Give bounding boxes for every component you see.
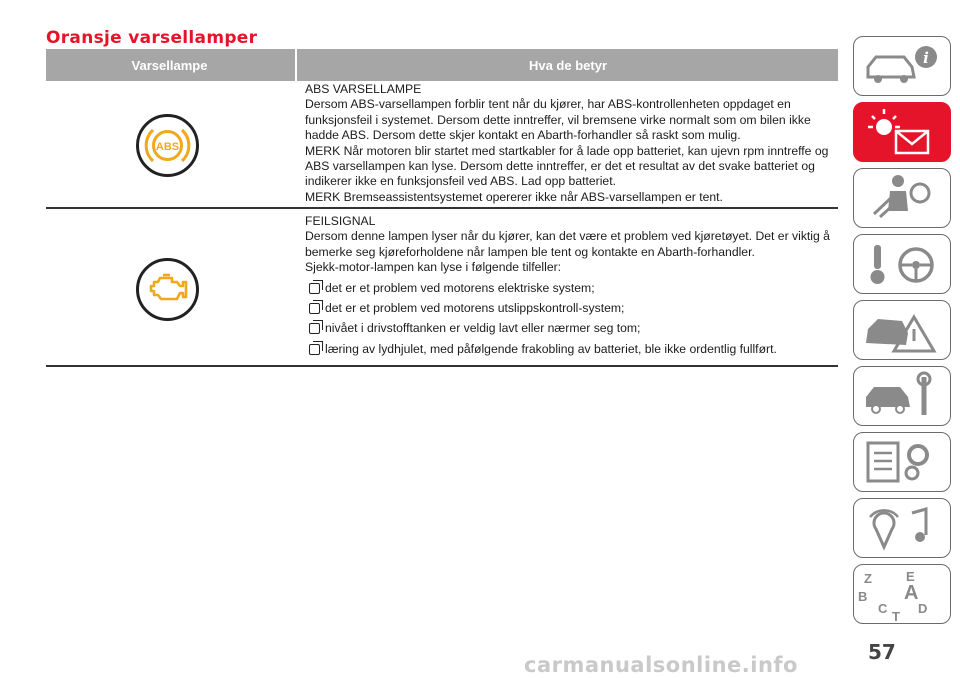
tab-technical-data[interactable] (853, 432, 951, 492)
tab-warning-lights[interactable] (853, 102, 951, 162)
abs-note-1: MERK Når motoren blir startet med startkabler for å lade opp batteriet, kan ujevn rpm inntreffe og ABS varsellampen kan lyse. Dersom dette inntreffer, er det et resultat av det svake batteriet og indikerer ikke en funksjonsfeil ved ABS. Lad opp batteriet. (305, 143, 829, 189)
engine-heading: FEILSIGNAL (305, 214, 376, 228)
svg-text:A: A (904, 582, 919, 604)
engine-description (305, 214, 830, 357)
tab-car-info[interactable] (853, 36, 951, 96)
svg-text:i: i (923, 49, 929, 67)
abs-icon-text: ABS (155, 141, 180, 153)
checkbox-bullet-icon (309, 283, 320, 294)
checkbox-bullet-icon (309, 344, 320, 355)
watermark: carmanualsonline.info (524, 653, 798, 677)
car-info-icon (854, 37, 950, 95)
maintenance-icon (854, 367, 950, 425)
abs-warning-lamp-icon (136, 114, 199, 177)
starting-driving-icon (854, 235, 950, 293)
svg-text:B: B (858, 589, 868, 604)
engine-intro: Sjekk-motor-lampen kan lyse i følgende tilfeller: (305, 260, 562, 275)
svg-text:T: T (892, 609, 900, 623)
col-header-meaning: Hva de betyr (528, 58, 608, 73)
safety-airbag-icon (854, 169, 950, 227)
svg-text:D: D (918, 601, 928, 616)
col-header-lamp: Varsellampe (131, 58, 208, 73)
tab-maintenance[interactable] (853, 366, 951, 426)
row-divider (46, 207, 838, 209)
tab-index[interactable] (853, 564, 951, 624)
technical-data-icon (854, 433, 950, 491)
tab-safety[interactable] (853, 168, 951, 228)
emergency-icon (854, 301, 950, 359)
checkbox-bullet-icon (309, 323, 320, 334)
abs-heading: ABS VARSELLAMPE (305, 82, 422, 96)
tab-emergency[interactable] (853, 300, 951, 360)
tab-multimedia[interactable] (853, 498, 951, 558)
tab-starting-driving[interactable] (853, 234, 951, 294)
engine-malfunction-lamp-icon (136, 258, 199, 321)
list-item: læring av lydhjulet, med påfølgende frakobling av batteriet, ble ikke ordentlig fullført. (305, 342, 830, 357)
svg-text:C: C (878, 601, 888, 616)
svg-text:E: E (906, 569, 915, 584)
list-item: det er et problem ved motorens elektriske system; (305, 281, 830, 296)
list-item: det er et problem ved motorens utslippskontroll-system; (305, 301, 830, 316)
list-item: nivået i drivstofftanken er veldig lavt eller nærmer seg tom; (305, 321, 830, 336)
abs-note-2: MERK Bremseassistentsystemet opererer ikke når ABS-varsellampen er tent. (305, 189, 723, 204)
warning-lights-icon (854, 103, 950, 161)
header-divider (295, 49, 297, 81)
engine-paragraph: Dersom denne lampen lyser når du kjører, kan det være et problem ved kjøretøyet. Det er viktig å bemerke seg kjøreforholdene når lampen ble tent og kontakte en Abarth-forhandler. (305, 229, 830, 259)
svg-text:Z: Z (864, 571, 872, 586)
page-number: 57 (868, 640, 896, 664)
index-icon (854, 565, 950, 623)
table-header (46, 49, 838, 81)
table-bottom-border (46, 365, 838, 367)
section-title: Oransje varsellamper (46, 28, 258, 48)
abs-description (305, 82, 830, 205)
multimedia-icon (854, 499, 950, 557)
checkbox-bullet-icon (309, 303, 320, 314)
abs-paragraph: Dersom ABS-varsellampen forblir tent når du kjører, har ABS-kontrollenheten oppdaget en funksjonsfeil i systemet. Dersom dette inntreffer, vil bremsene virke normalt som om bilen ikke hadde ABS. Dersom dette skjer kontakt en Abarth-forhandler så raskt som mulig. (305, 97, 811, 143)
